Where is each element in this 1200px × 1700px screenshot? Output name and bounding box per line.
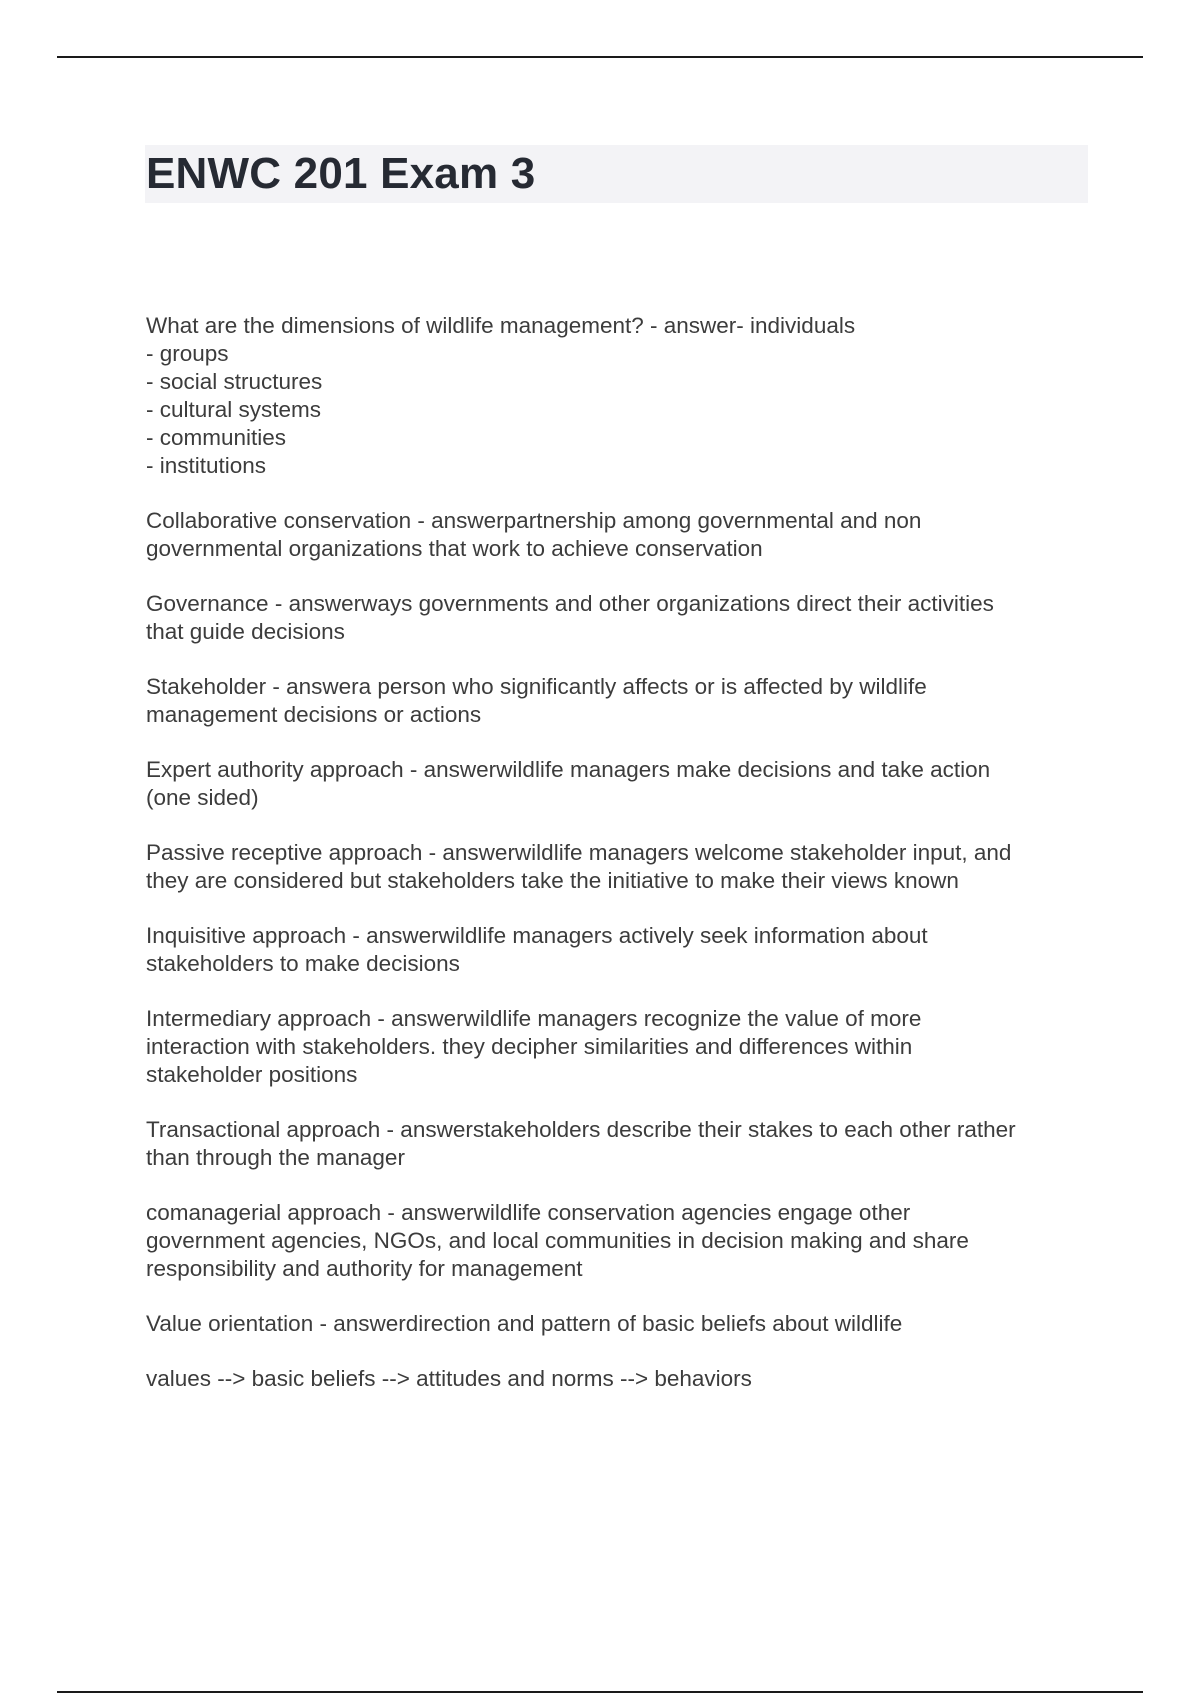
entry-line: interaction with stakeholders. they decipher similarities and differences within — [146, 1034, 913, 1059]
study-entries — [146, 312, 1096, 1420]
entry-line: - groups — [146, 341, 229, 366]
entry-values-chain — [146, 1365, 1096, 1393]
entry-line: Stakeholder - answera person who significantly affects or is affected by wildlife — [146, 674, 927, 699]
entry-line: that guide decisions — [146, 619, 345, 644]
entry-line: stakeholder positions — [146, 1062, 358, 1087]
entry-line: governmental organizations that work to achieve conservation — [146, 536, 763, 561]
entry-line: values --> basic beliefs --> attitudes and norms --> behaviors — [146, 1366, 752, 1391]
entry-expert-authority — [146, 756, 1096, 812]
entry-line: What are the dimensions of wildlife management? - answer- individuals — [146, 313, 856, 338]
entry-stakeholder — [146, 673, 1096, 729]
entry-line: they are considered but stakeholders take the initiative to make their views known — [146, 868, 959, 893]
entry-line: stakeholders to make decisions — [146, 951, 460, 976]
entry-line: - cultural systems — [146, 397, 322, 422]
entry-line: - institutions — [146, 453, 267, 478]
top-rule — [57, 56, 1143, 58]
entry-inquisitive — [146, 922, 1096, 978]
page-title: ENWC 201 Exam 3 — [146, 149, 536, 198]
entry-value-orientation — [146, 1310, 1096, 1338]
entry-line: government agencies, NGOs, and local communities in decision making and share — [146, 1228, 969, 1253]
entry-line: - communities — [146, 425, 287, 450]
entry-line: Passive receptive approach - answerwildlife managers welcome stakeholder input, and — [146, 840, 1012, 865]
bottom-rule — [57, 1691, 1143, 1693]
entry-comanagerial — [146, 1199, 1096, 1283]
entry-line: (one sided) — [146, 785, 259, 810]
entry-line: Intermediary approach - answerwildlife managers recognize the value of more — [146, 1006, 922, 1031]
entry-line: responsibility and authority for management — [146, 1256, 583, 1281]
entry-line: Transactional approach - answerstakeholders describe their stakes to each other rather — [146, 1117, 1016, 1142]
entry-line: comanagerial approach - answerwildlife conservation agencies engage other — [146, 1200, 911, 1225]
entry-dimensions — [146, 312, 1096, 480]
entry-line: Expert authority approach - answerwildlife managers make decisions and take action — [146, 757, 991, 782]
entry-line: Collaborative conservation - answerpartnership among governmental and non — [146, 508, 922, 533]
entry-line: Value orientation - answerdirection and pattern of basic beliefs about wildlife — [146, 1311, 903, 1336]
entry-line: than through the manager — [146, 1145, 405, 1170]
entry-line: Inquisitive approach - answerwildlife managers actively seek information about — [146, 923, 928, 948]
entry-passive-receptive — [146, 839, 1096, 895]
entry-line: Governance - answerways governments and other organizations direct their activities — [146, 591, 994, 616]
entry-governance — [146, 590, 1096, 646]
entry-line: management decisions or actions — [146, 702, 482, 727]
entry-collaborative-conservation — [146, 507, 1096, 563]
entry-transactional — [146, 1116, 1096, 1172]
entry-intermediary — [146, 1005, 1096, 1089]
entry-line: - social structures — [146, 369, 323, 394]
